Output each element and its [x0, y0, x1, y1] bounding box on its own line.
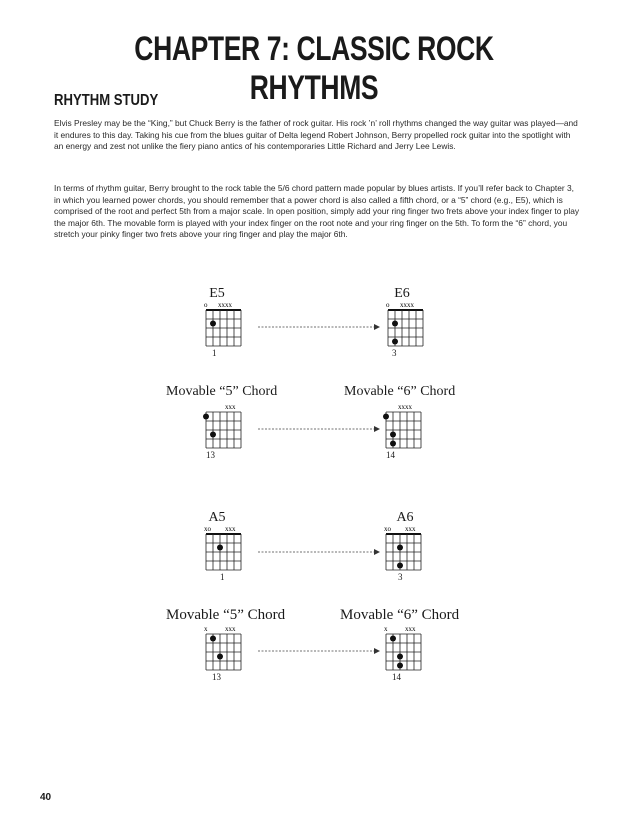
fingering: 1	[212, 348, 217, 358]
svg-text:xo: xo	[384, 525, 391, 533]
fingering: 13	[212, 672, 221, 682]
chord-name: Movable “5” Chord	[166, 384, 278, 399]
paragraph-intro: Elvis Presley may be the “King,” but Chuck Berry is the father of rock guitar. His rock ’n’ roll rhythms changed the way guitar was played—and it endures to this day. Taking his cue from the blues guitar of Delta legend Robert Johnson, Berry propelled rock guitar into the spotlight with an energy and zest not unlike the fiery piano antics of his contemporaries Little Richard and Jerry Lee Lewis.	[54, 118, 578, 151]
page-number: 40	[40, 792, 52, 803]
chord-grid-a6	[386, 524, 426, 574]
fingering: 13	[206, 450, 215, 460]
fingering: 1	[220, 572, 225, 582]
svg-text:x: x	[204, 625, 208, 633]
chord-grid-a5	[206, 524, 246, 574]
svg-text:xxxx: xxxx	[400, 301, 414, 309]
chord-grid-movable-5	[206, 402, 246, 452]
fingering: 14	[392, 672, 401, 682]
arrow-icon	[258, 547, 380, 557]
chord-diagram-movable-6-a	[340, 607, 459, 624]
fingering: 14	[386, 450, 395, 460]
svg-text:x: x	[384, 625, 388, 633]
chord-grid-e6	[388, 300, 428, 350]
svg-text:xo: xo	[204, 525, 211, 533]
chord-name: Movable “5” Chord	[166, 607, 286, 623]
chord-name: A5	[208, 510, 226, 525]
svg-text:xxxx: xxxx	[218, 301, 232, 309]
svg-text:xxx: xxx	[405, 625, 416, 633]
svg-text:xxx: xxx	[225, 625, 236, 633]
chord-name: Movable “6” Chord	[344, 384, 456, 399]
svg-text:xxx: xxx	[405, 525, 416, 533]
arrow-icon	[258, 646, 380, 656]
chord-name: E5	[209, 286, 225, 301]
chapter-title: CHAPTER 7: CLASSIC ROCK RHYTHMS	[134, 30, 494, 107]
svg-text:xxxx: xxxx	[398, 403, 412, 411]
section-title: RHYTHM STUDY	[54, 92, 159, 109]
chord-diagram-movable-5	[166, 384, 277, 400]
svg-text:o: o	[204, 301, 208, 309]
chord-grid-movable-6	[386, 402, 426, 452]
arrow-icon	[258, 322, 380, 332]
svg-text:xxx: xxx	[225, 525, 236, 533]
paragraph-rhythm: In terms of rhythm guitar, Berry brought to the rock table the 5/6 chord pattern made popular by blues artists. If you’ll refer back to Chapter 3, in which you learned power chords, you should remember that a power chord is also called a fifth chord, or a “5” chord (e.g., E5), which is comprised of the root and perfect 5th from a major scale. In open position, simply add your ring finger two frets above your index finger to play the major 6th. The movable form is played with your index finger on the root note and your ring finger on the 5th. To form the “6” chord, you stretch your pinky finger two frets above your ring finger and play the major 6th.	[54, 183, 580, 239]
chord-name: Movable “6” Chord	[340, 607, 460, 623]
svg-text:xxx: xxx	[225, 403, 236, 411]
fingering: 3	[398, 572, 403, 582]
chord-grid-e5	[206, 300, 246, 350]
fingering: 3	[392, 348, 397, 358]
chord-grid-movable-5-a	[206, 624, 246, 674]
chord-grid-movable-6-a	[386, 624, 426, 674]
chord-diagram-movable-5-a	[166, 607, 285, 624]
chord-diagram-movable-6	[344, 384, 455, 400]
arrow-icon	[258, 424, 380, 434]
chord-name: A6	[396, 510, 414, 525]
chord-name: E6	[394, 286, 410, 301]
svg-text:o: o	[386, 301, 390, 309]
